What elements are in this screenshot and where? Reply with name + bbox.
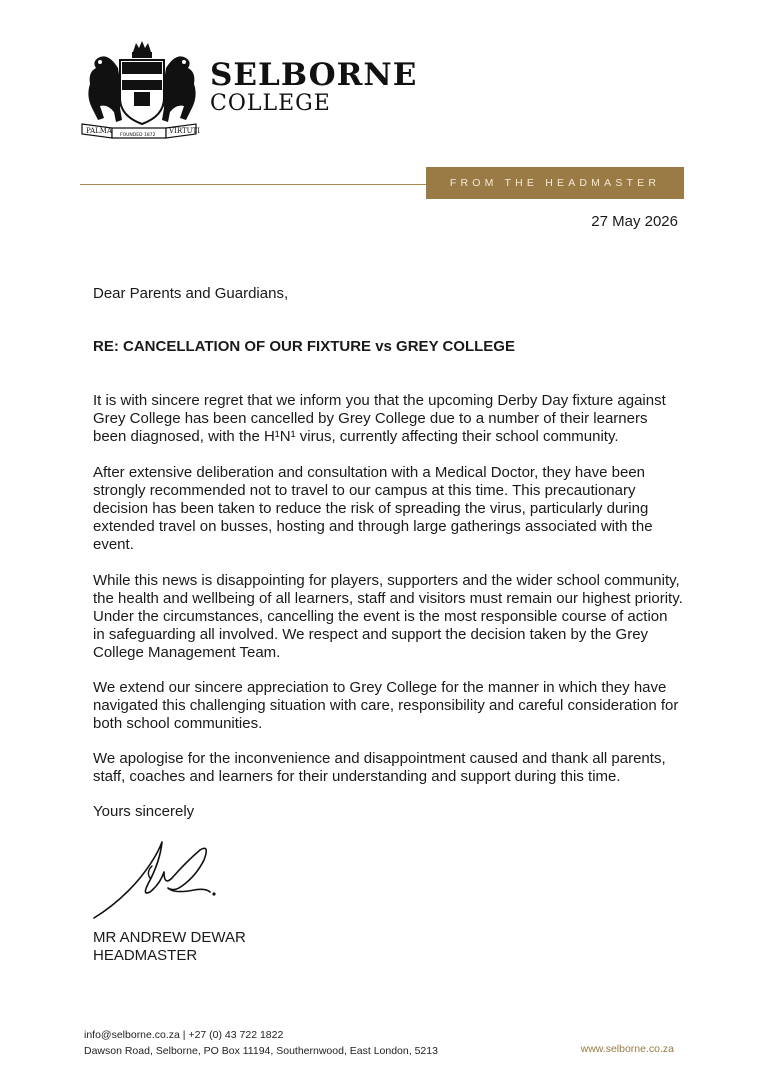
footer-contact-line: info@selborne.co.za | +27 (0) 43 722 1822 [84, 1029, 284, 1041]
footer-contact [84, 1027, 438, 1059]
subject-line: RE: CANCELLATION OF OUR FIXTURE vs GREY COLLEGE [93, 338, 515, 355]
closing: Yours sincerely [93, 803, 195, 820]
body-paragraph-2: After extensive deliberation and consultation with a Medical Doctor, they have been strongly recommended not to travel to our campus at this time. This precautionary decision has been taken to reduce the risk of spreading the virus, particularly during extended travel on busses, hosting and through large gatherings associated with the event. [93, 464, 653, 553]
school-name-line1: SELBORNE [210, 57, 418, 93]
crest-motto-left: PALMA [86, 127, 112, 135]
from-headmaster-banner: FROM THE HEADMASTER [426, 167, 684, 199]
signatory-title: HEADMASTER [93, 947, 198, 964]
header-divider [80, 184, 426, 185]
school-name [210, 58, 417, 116]
footer-address-line: Dawson Road, Selborne, PO Box 11194, Southernwood, East London, 5213 [84, 1045, 438, 1057]
body-paragraph-1: It is with sincere regret that we inform you that the upcoming Derby Day fixture against Grey College has been cancelled by Grey College due to a number of their learners been diagnosed, with the H¹N¹ virus, currently affecting their school community. [93, 392, 666, 445]
body-paragraph-3: While this news is disappointing for players, supporters and the wider school community, the health and wellbeing of all learners, staff and visitors must remain our highest priority. Under the circumstances, cancelling the event is the most responsible course of action in safeguarding all involved. We respect and support the decision taken by the Grey College Management Team. [93, 572, 683, 661]
letter-date: 27 May 2026 [591, 213, 678, 230]
footer-website: www.selborne.co.za [580, 1043, 674, 1055]
body-paragraph-4: We extend our sincere appreciation to Grey College for the manner in which they have navigated this challenging situation with care, responsibility and careful consideration for both school communities. [93, 679, 679, 732]
school-crest-logo [78, 38, 200, 142]
crest-founded: FOUNDED 1872 [120, 133, 156, 138]
signatory-name: MR ANDREW DEWAR [93, 929, 246, 946]
crest-motto-right: VIRTUTI [169, 127, 200, 135]
body-paragraph-5: We apologise for the inconvenience and disappointment caused and thank all parents, staff, coaches and learners for their understanding and support during this time. [93, 750, 666, 785]
salutation: Dear Parents and Guardians, [93, 285, 289, 302]
signature-image [90, 832, 220, 924]
school-name-line2: COLLEGE [210, 91, 331, 116]
